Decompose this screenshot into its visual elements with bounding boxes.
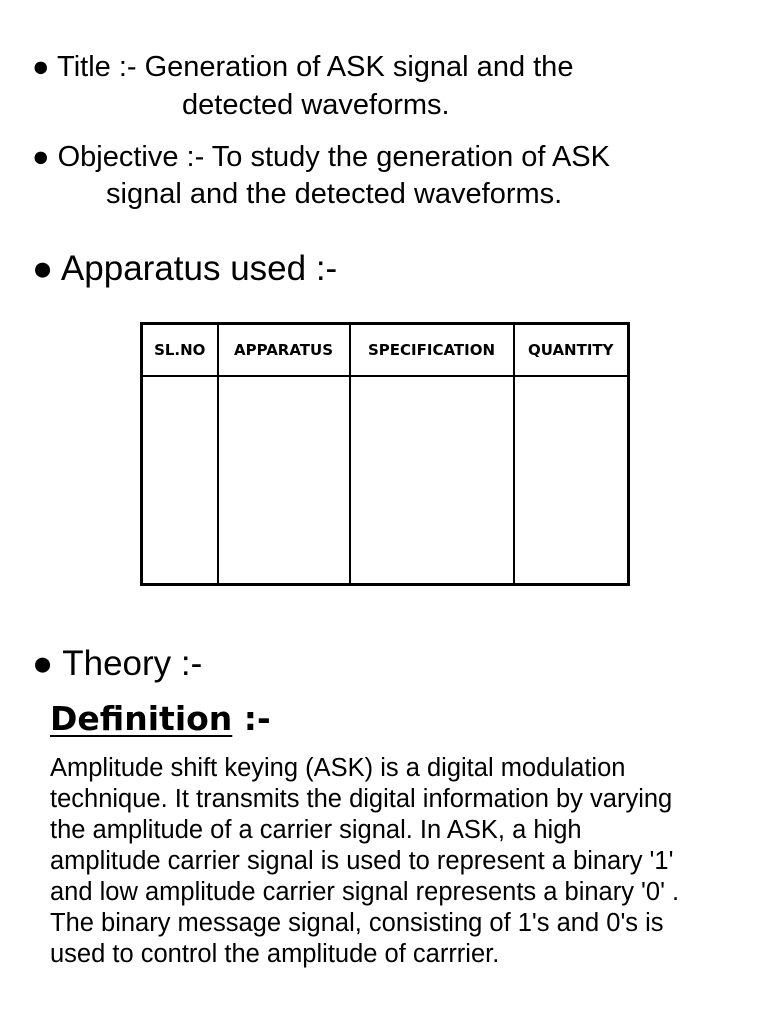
definition-word: Definition: [50, 699, 233, 738]
objective-line-1: ● Objective :- To study the generation of ASK: [32, 141, 610, 173]
table-header-slno: SL.NO: [142, 324, 218, 377]
definition-line: Amplitude shift keying (ASK) is a digital modulation: [50, 754, 626, 782]
apparatus-table: [140, 322, 630, 586]
definition-line: and low amplitude carrier signal represents a binary '0' .: [50, 878, 680, 906]
table-cell-slno: [142, 376, 218, 585]
table-header-quantity: QUANTITY: [514, 324, 629, 377]
table-header-specification: SPECIFICATION: [350, 324, 514, 377]
objective-line-2: signal and the detected waveforms.: [106, 178, 563, 210]
definition-paragraph: [50, 753, 679, 970]
definition-line: technique. It transmits the digital information by varying: [50, 785, 673, 813]
definition-line: the amplitude of a carrier signal. In ASK, a high: [50, 816, 582, 844]
definition-line: used to control the amplitude of carrrier.: [50, 940, 500, 968]
definition-line: amplitude carrier signal is used to represent a binary '1': [50, 847, 674, 875]
table-cell-quantity: [514, 376, 629, 585]
definition-line: The binary message signal, consisting of 1's and 0's is: [50, 909, 664, 937]
title-line-1: ● Title :- Generation of ASK signal and the: [32, 51, 574, 83]
definition-suffix: :-: [232, 699, 271, 738]
table-header-apparatus: APPARATUS: [218, 324, 350, 377]
title-line-2: detected waveforms.: [182, 89, 450, 121]
apparatus-heading: ● Apparatus used :-: [32, 249, 338, 288]
table-cell-specification: [350, 376, 514, 585]
theory-heading: ● Theory :-: [32, 644, 203, 683]
table-cell-apparatus: [218, 376, 350, 585]
definition-heading: [50, 699, 271, 738]
table-row: [142, 376, 629, 585]
